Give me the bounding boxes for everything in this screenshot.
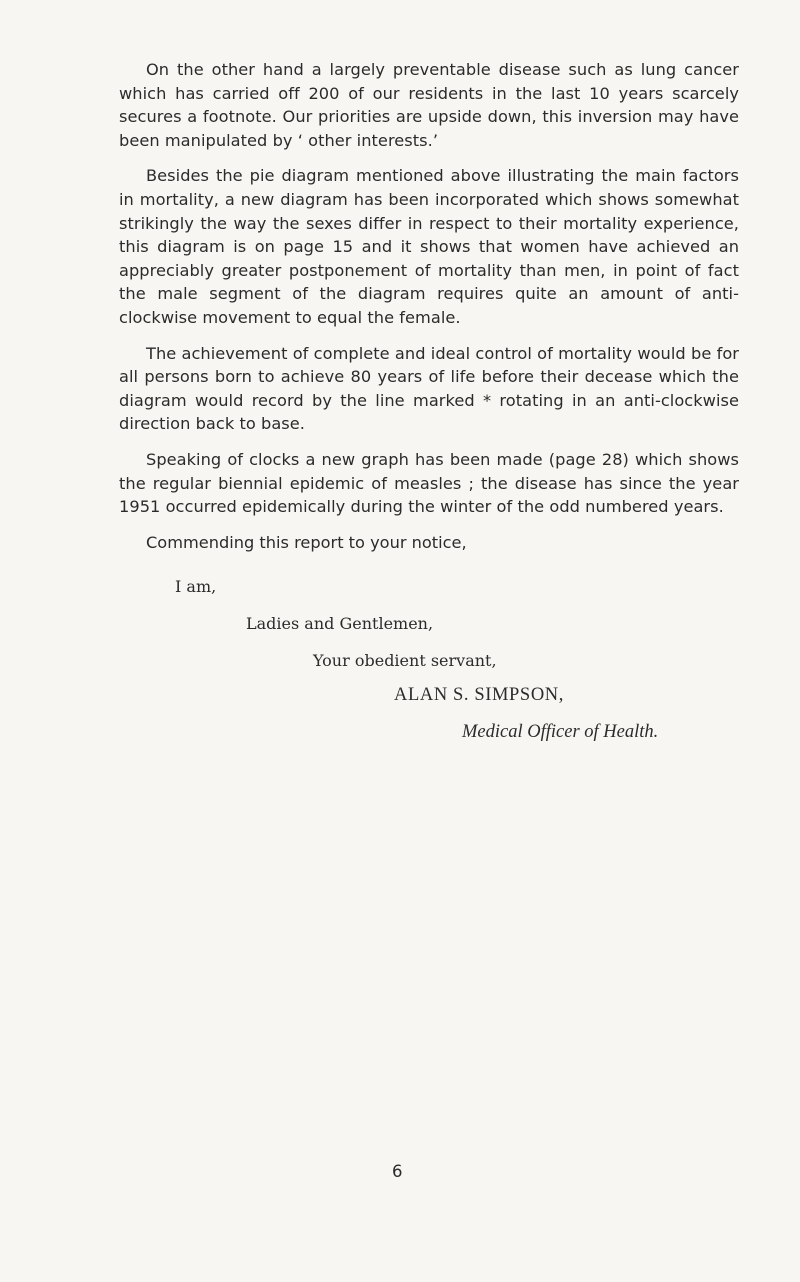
- page-number: 6: [392, 1162, 403, 1181]
- signature-title: Medical Officer of Health.: [462, 722, 659, 742]
- salutation-ladies-gentlemen: Ladies and Gentlemen,: [246, 614, 434, 633]
- paragraph-lung-cancer: On the other hand a largely preventable disease such as lung cancer which has carried off 200 of our residents in the last 10 years scarcely secures a footnote. Our priorities are upside down, this inversion may have been manipulated by ‘ other interests.’: [119, 60, 739, 150]
- paragraph-measles-graph: Speaking of clocks a new graph has been made (page 28) which shows the regular biennial epidemic of measles ; the disease has since the year 1951 occurred epidemically during the winter of the odd numbered years.: [119, 449, 739, 517]
- closing-line: Commending this report to your notice,: [146, 532, 467, 552]
- salutation-i-am: I am,: [175, 577, 217, 596]
- paragraph-mortality-control: The achievement of complete and ideal control of mortality would be for all persons born to achieve 80 years of life before their decease which the diagram would record by the line marked * rotating in an anti-clockwise direction back to base.: [119, 343, 739, 434]
- salutation-obedient-servant: Your obedient servant,: [313, 651, 497, 670]
- document-body: [119, 58, 739, 554]
- paragraph-pie-diagram: Besides the pie diagram mentioned above illustrating the main factors in mortality, a new diagram has been incorporated which shows somewhat strikingly the way the sexes differ in respect to their mortality experience, this diagram is on page 15 and it shows that women have achieved an appreciably greater postponement of mortality than men, in point of fact the male segment of the diagram requires quite an amount of anti-clockwise movement to equal the female.: [119, 166, 739, 327]
- signature-name: ALAN S. SIMPSON,: [394, 685, 564, 705]
